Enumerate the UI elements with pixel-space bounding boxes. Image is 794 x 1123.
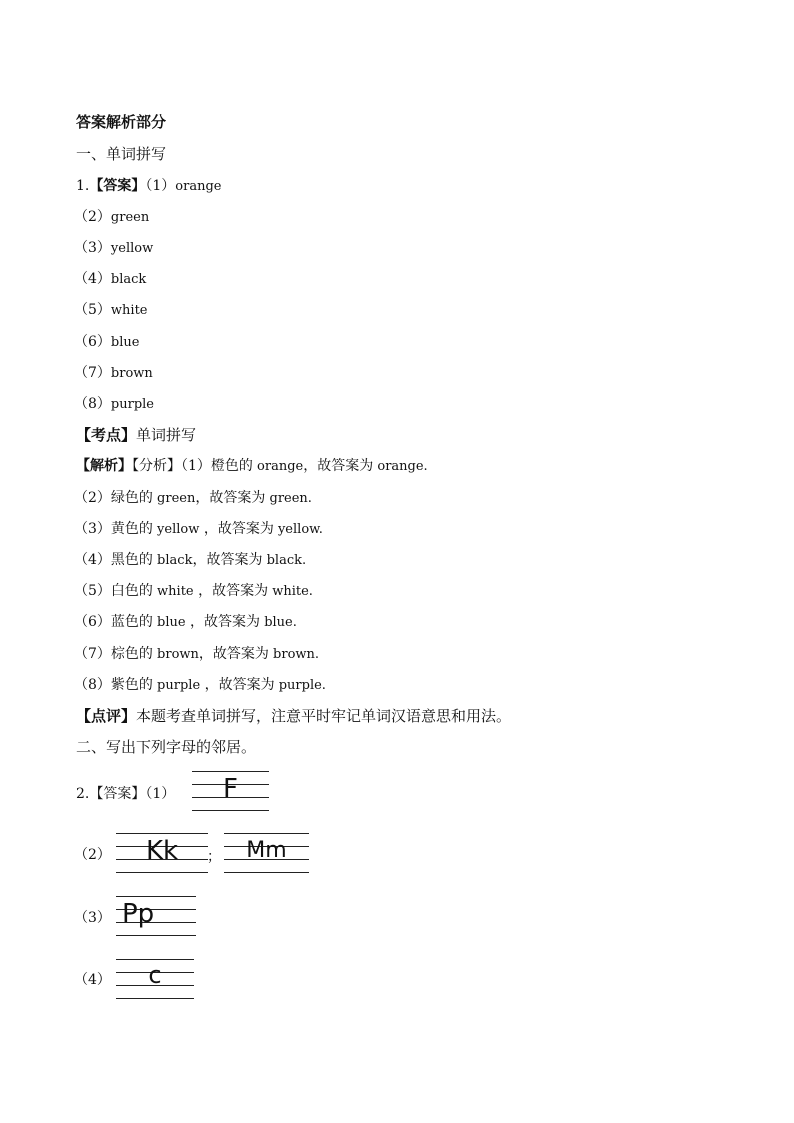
analysis-word: black [152, 553, 193, 568]
letter-answer: F [223, 774, 238, 804]
answer-item [74, 395, 154, 414]
analysis-result: brown. [268, 647, 320, 662]
analysis-conj: ，故答案为 [185, 614, 261, 630]
analysis-conj: ，故答案为 [198, 646, 269, 662]
letter-answer: Mm [246, 838, 287, 863]
answer-word: yellow [110, 241, 154, 256]
q2-item-3 [74, 909, 111, 927]
analysis-result: yellow. [273, 522, 323, 537]
answer-item [74, 364, 153, 383]
analysis-tag: 【解析】 [76, 458, 132, 474]
answer-index: （4） [74, 271, 111, 287]
analysis-cn: 绿色的 [110, 490, 153, 506]
analysis-item [74, 520, 323, 539]
point-line [76, 426, 196, 444]
analysis-result: green. [265, 491, 312, 506]
analysis-word: purple [152, 678, 201, 693]
comment-tag: 【点评】 [76, 707, 137, 725]
answer-word: brown [110, 366, 153, 381]
answer-item [74, 208, 149, 227]
analysis-item [74, 551, 306, 570]
answer-word: white [110, 303, 148, 318]
analysis-result: white. [268, 584, 313, 599]
analysis-item [74, 489, 312, 508]
letter-answer: c [148, 961, 162, 989]
writing-staff [116, 959, 194, 999]
q2-answer-line [76, 785, 175, 803]
separator: ； [207, 849, 221, 865]
comment-text: 本题考查单词拼写，注意平时牢记单词汉语意思和用法。 [136, 707, 512, 725]
analysis-conj: ，故答案为 [195, 490, 266, 506]
answer-index: （2） [74, 847, 111, 863]
answer-index: （7） [74, 365, 111, 381]
section-heading-2: 二、写出下列字母的邻居。 [76, 738, 257, 756]
analysis-cn: 橙色的 [210, 458, 253, 474]
answer-index: （3） [74, 910, 111, 926]
answer-tag: 【答案】 [89, 178, 146, 194]
q2-item-2 [74, 846, 111, 864]
answer-index: （1） [145, 178, 176, 194]
page-title: 答案解析部分 [76, 113, 167, 131]
analysis-cn: 黄色的 [110, 521, 153, 537]
q1-answer-line [76, 177, 221, 196]
analysis-item [74, 582, 313, 601]
answer-word: blue [110, 335, 140, 350]
analysis-word: yellow [152, 522, 200, 537]
answer-index: （3） [74, 240, 111, 256]
analysis-conj: ，故答案为 [193, 583, 269, 599]
analysis-item [74, 645, 319, 664]
point-text: 单词拼写 [136, 426, 197, 444]
analysis-index: （4） [74, 552, 111, 568]
writing-staff [224, 833, 309, 873]
analysis-conj: ，故答案为 [192, 552, 263, 568]
analysis-line [76, 457, 428, 476]
analysis-cn: 黑色的 [110, 552, 153, 568]
answer-index: （2） [74, 209, 111, 225]
answer-index: （8） [74, 396, 111, 412]
analysis-word: orange [252, 459, 304, 474]
answer-index: （4） [74, 972, 111, 988]
writing-staff [116, 896, 196, 936]
answer-item [74, 270, 146, 289]
analysis-item [74, 676, 326, 695]
analysis-cn: 棕色的 [110, 646, 153, 662]
letter-answer: Kk [145, 836, 179, 866]
q1-number: 1. [76, 178, 90, 194]
analysis-word: brown [152, 647, 199, 662]
answer-index: （1） [145, 786, 176, 802]
analysis-item [74, 613, 297, 632]
answer-item [74, 333, 139, 352]
analysis-result: orange. [373, 459, 428, 474]
analysis-index: （6） [74, 614, 111, 630]
section-heading-1: 一、单词拼写 [76, 145, 167, 163]
analysis-index: （8） [74, 677, 111, 693]
analysis-result: black. [262, 553, 307, 568]
answer-index: （6） [74, 334, 111, 350]
analysis-index: （3） [74, 521, 111, 537]
analysis-result: blue. [260, 615, 297, 630]
comment-line [76, 707, 511, 725]
analysis-index: （2） [74, 490, 111, 506]
answer-word: orange [175, 179, 222, 194]
q2-number: 2. [76, 786, 90, 802]
analysis-index: （7） [74, 646, 111, 662]
analysis-word: blue [152, 615, 186, 630]
analysis-word: white [152, 584, 194, 599]
answer-word: green [110, 210, 150, 225]
q2-item-4 [74, 971, 111, 989]
answer-tag: 【答案】 [89, 786, 146, 802]
answer-index: （5） [74, 302, 111, 318]
answer-word: purple [110, 397, 155, 412]
point-tag: 【考点】 [76, 426, 137, 444]
writing-staff [116, 833, 208, 873]
analysis-index: （5） [74, 583, 111, 599]
answer-word: black [110, 272, 147, 287]
analysis-index: （1） [181, 458, 211, 474]
answer-item [74, 239, 153, 258]
fenxi-tag: 【分析】 [132, 458, 181, 474]
answer-item [74, 301, 148, 320]
analysis-conj: ，故答案为 [200, 677, 275, 693]
analysis-result: purple. [274, 678, 326, 693]
analysis-conj: ，故答案为 [199, 521, 274, 537]
analysis-cn: 白色的 [110, 583, 153, 599]
letter-answer: Pp [122, 899, 155, 929]
analysis-conj: ，故答案为 [303, 458, 374, 474]
writing-staff [192, 771, 269, 811]
analysis-cn: 紫色的 [110, 677, 153, 693]
analysis-cn: 蓝色的 [110, 614, 153, 630]
analysis-word: green [152, 491, 196, 506]
